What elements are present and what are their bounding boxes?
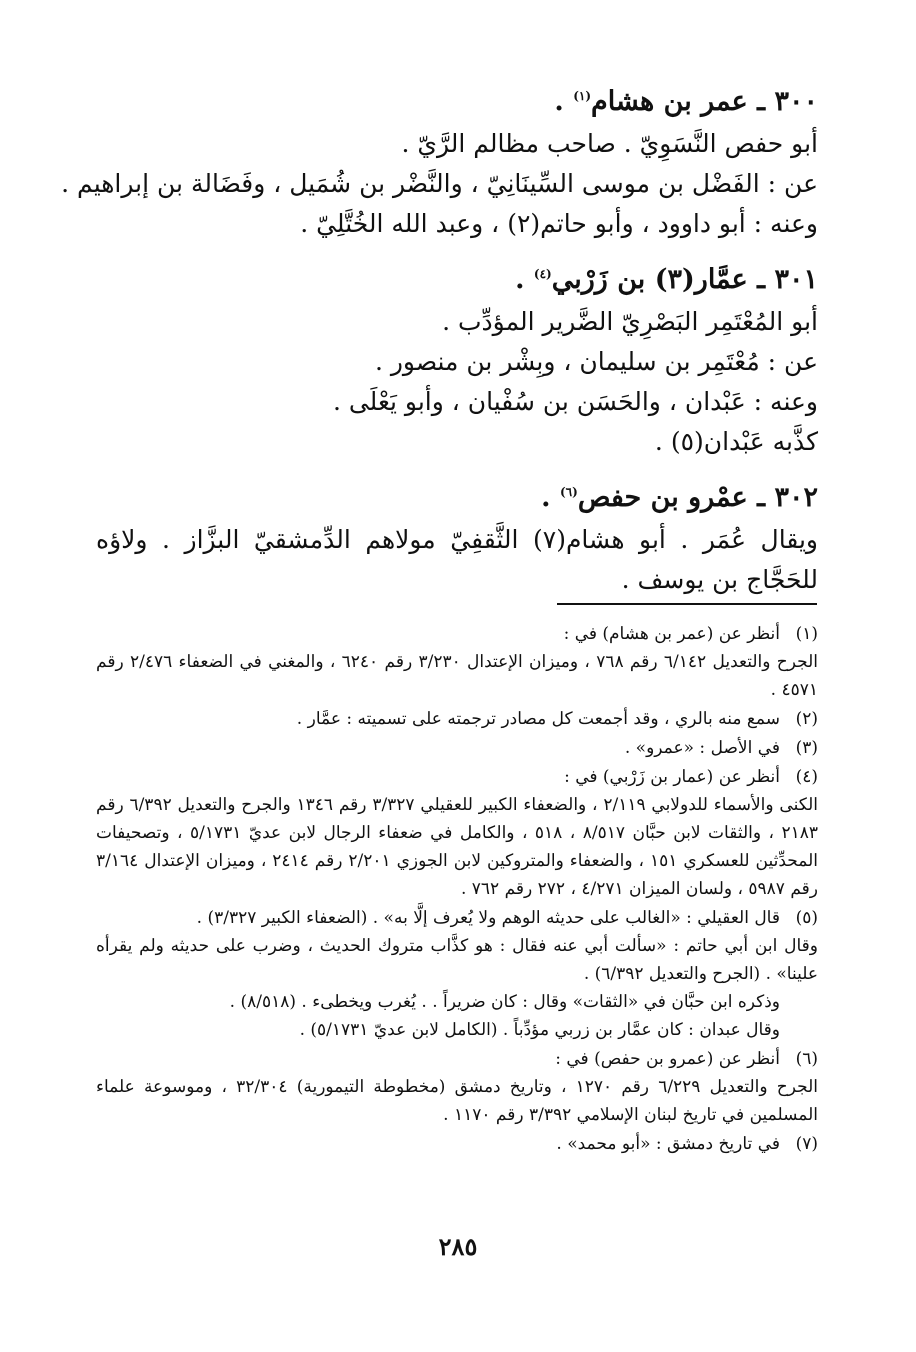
- entry-line: عن : الفَضْل بن موسى السِّينَانِيّ ، والنَّضْر بن شُمَيل ، وفَضَالة بن إبراهيم .: [61, 169, 818, 198]
- entry-title-text: ٣٠١ ـ عمَّار(٣) بن زَرْبي: [551, 264, 818, 295]
- footnote-number: (٢): [795, 709, 818, 729]
- footnote-number: (٤): [795, 767, 818, 787]
- footnote-body: [96, 1045, 818, 1129]
- entry-301: [96, 258, 818, 462]
- footnotes: [96, 620, 818, 1159]
- title-end: .: [515, 264, 525, 295]
- footnote-separator: [557, 603, 817, 605]
- entry-300: [61, 80, 818, 244]
- footnote-line: وذكره ابن حبَّان في «الثقات» وقال : كان ضريراً . . يُغرب ويخطىء . (٨/٥١٨) .: [229, 992, 780, 1012]
- entry-title: [96, 476, 818, 520]
- entry-line: أبو حفص النَّسَوِيّ . صاحب مظالم الرَّيّ .: [401, 129, 818, 158]
- footnote: [96, 705, 818, 733]
- footnote: [96, 763, 818, 903]
- entry-title: [96, 258, 818, 302]
- entry-line: عن : مُعْتَمِر بن سليمان ، وبِشْر بن منصور .: [374, 347, 818, 376]
- footnote-line: الجرح والتعديل ٦/١٤٢ رقم ٧٦٨ ، وميزان الإعتدال ٣/٢٣٠ رقم ٦٢٤٠ ، والمغني في الضعفاء ٢/٤٧٦ رقم ٤٥٧١ .: [96, 652, 818, 700]
- footnote-line: وقال ابن أبي حاتم : «سألت أبي عنه فقال : هو كذَّاب متروك الحديث ، وضرب على حديثه ولم يقرأه علينا» . (الجرح والتعديل ٦/٣٩٢) .: [96, 936, 818, 984]
- main-text: [61, 80, 818, 614]
- footnote: [96, 904, 818, 1044]
- entry-title: [96, 80, 818, 124]
- footnote-number: (٧): [795, 1134, 818, 1154]
- footnote-marker: (١): [573, 89, 592, 103]
- footnote-marker: (٤): [533, 267, 552, 281]
- footnote-marker: (٦): [559, 485, 578, 499]
- entry-paragraph: ويقال عُمَر . أبو هشام(٧) الثَّقفِيّ مولاهم الدِّمشقيّ البزَّاز . ولاؤه للحَجَّاج بن يوسف .: [96, 525, 818, 594]
- entry-line: وعنه : أبو داوود ، وأبو حاتم(٢) ، وعبد الله الخُتَّلِيّ .: [300, 209, 818, 238]
- footnote-number: (٥): [795, 908, 818, 928]
- title-end: .: [554, 86, 564, 117]
- entry-title-text: ٣٠٢ ـ عمْرو بن حفص: [577, 482, 818, 513]
- footnote-line: الكنى والأسماء للدولابي ٢/١١٩ ، والضعفاء الكبير للعقيلي ٣/٣٢٧ رقم ١٣٤٦ والجرح والتعديل ٦/٣٩٢ رقم ٢١٨٣ ، والثقات لابن حبَّان ٨/٥١٧ ، ٥١٨ ، والكامل في ضعفاء الرجال لابن عديّ ٥/١٧٣١ ، وتصحيفات المحدِّثين للعسكري ١٥١ ، والضعفاء والمتروكين لابن الجوزي ٢/٢٠١ رقم ٢٤١٤ ، وميزان الإعتدال ٣/١٦٤ رقم ٥٩٨٧ ، ولسان الميزان ٤/٢٧١ ، ٢٧٢ رقم ٧٦٢ .: [96, 795, 818, 899]
- entry-302: [96, 476, 818, 600]
- footnote: [96, 620, 818, 704]
- footnote: [96, 734, 818, 762]
- footnote-body: [96, 763, 818, 903]
- footnote-body: [96, 705, 780, 733]
- footnote-number: (١): [795, 624, 818, 644]
- footnote-line: في تاريخ دمشق : «أبو محمد» .: [556, 1134, 780, 1154]
- entry-title-text: ٣٠٠ ـ عمر بن هشام: [591, 86, 818, 117]
- footnote-line: قال العقيلي : «الغالب على حديثه الوهم ولا يُعرف إلَّا به» . (الضعفاء الكبير ٣/٣٢٧) .: [196, 908, 780, 928]
- footnote-line: في الأصل : «عمرو» .: [624, 738, 780, 758]
- entry-line: كذَّبه عَبْدان(٥) .: [654, 427, 818, 456]
- title-end: .: [541, 482, 551, 513]
- footnote-line: الجرح والتعديل ٦/٢٢٩ رقم ١٢٧٠ ، وتاريخ دمشق (مخطوطة التيمورية) ٣٢/٣٠٤ ، وموسوعة علماء المسلمين في تاريخ لبنان الإسلامي ٣/٣٩٢ رقم ١١٧٠ .: [96, 1077, 818, 1125]
- footnote-line: أنظر عن (عمر بن هشام) في :: [563, 624, 780, 644]
- footnote-body: [96, 734, 780, 762]
- footnote: [96, 1130, 818, 1158]
- entry-line: أبو المُعْتَمِر البَصْرِيّ الضَّرير المؤدِّب .: [442, 307, 818, 336]
- footnote-body: [96, 904, 818, 1044]
- footnote-line: سمع منه بالري ، وقد أجمعت كل مصادر ترجمته على تسميته : عمَّار .: [296, 709, 780, 729]
- entry-line: وعنه : عَبْدان ، والحَسَن بن سُفْيان ، وأبو يَعْلَى .: [332, 387, 818, 416]
- footnote-line: أنظر عن (عمرو بن حفص) في :: [555, 1049, 780, 1069]
- page-number: ٢٨٥: [438, 1232, 478, 1261]
- footnote: [96, 1045, 818, 1129]
- footnote-line: وقال عبدان : كان عمَّار بن زربي مؤدِّباً . (الكامل لابن عديّ ٥/١٧٣١) .: [299, 1020, 780, 1040]
- footnote-body: [96, 620, 818, 704]
- footnote-body: [96, 1130, 780, 1158]
- footnote-line: أنظر عن (عمار بن زَرْبي) في :: [564, 767, 780, 787]
- footnote-number: (٣): [795, 738, 818, 758]
- footnote-number: (٦): [795, 1049, 818, 1069]
